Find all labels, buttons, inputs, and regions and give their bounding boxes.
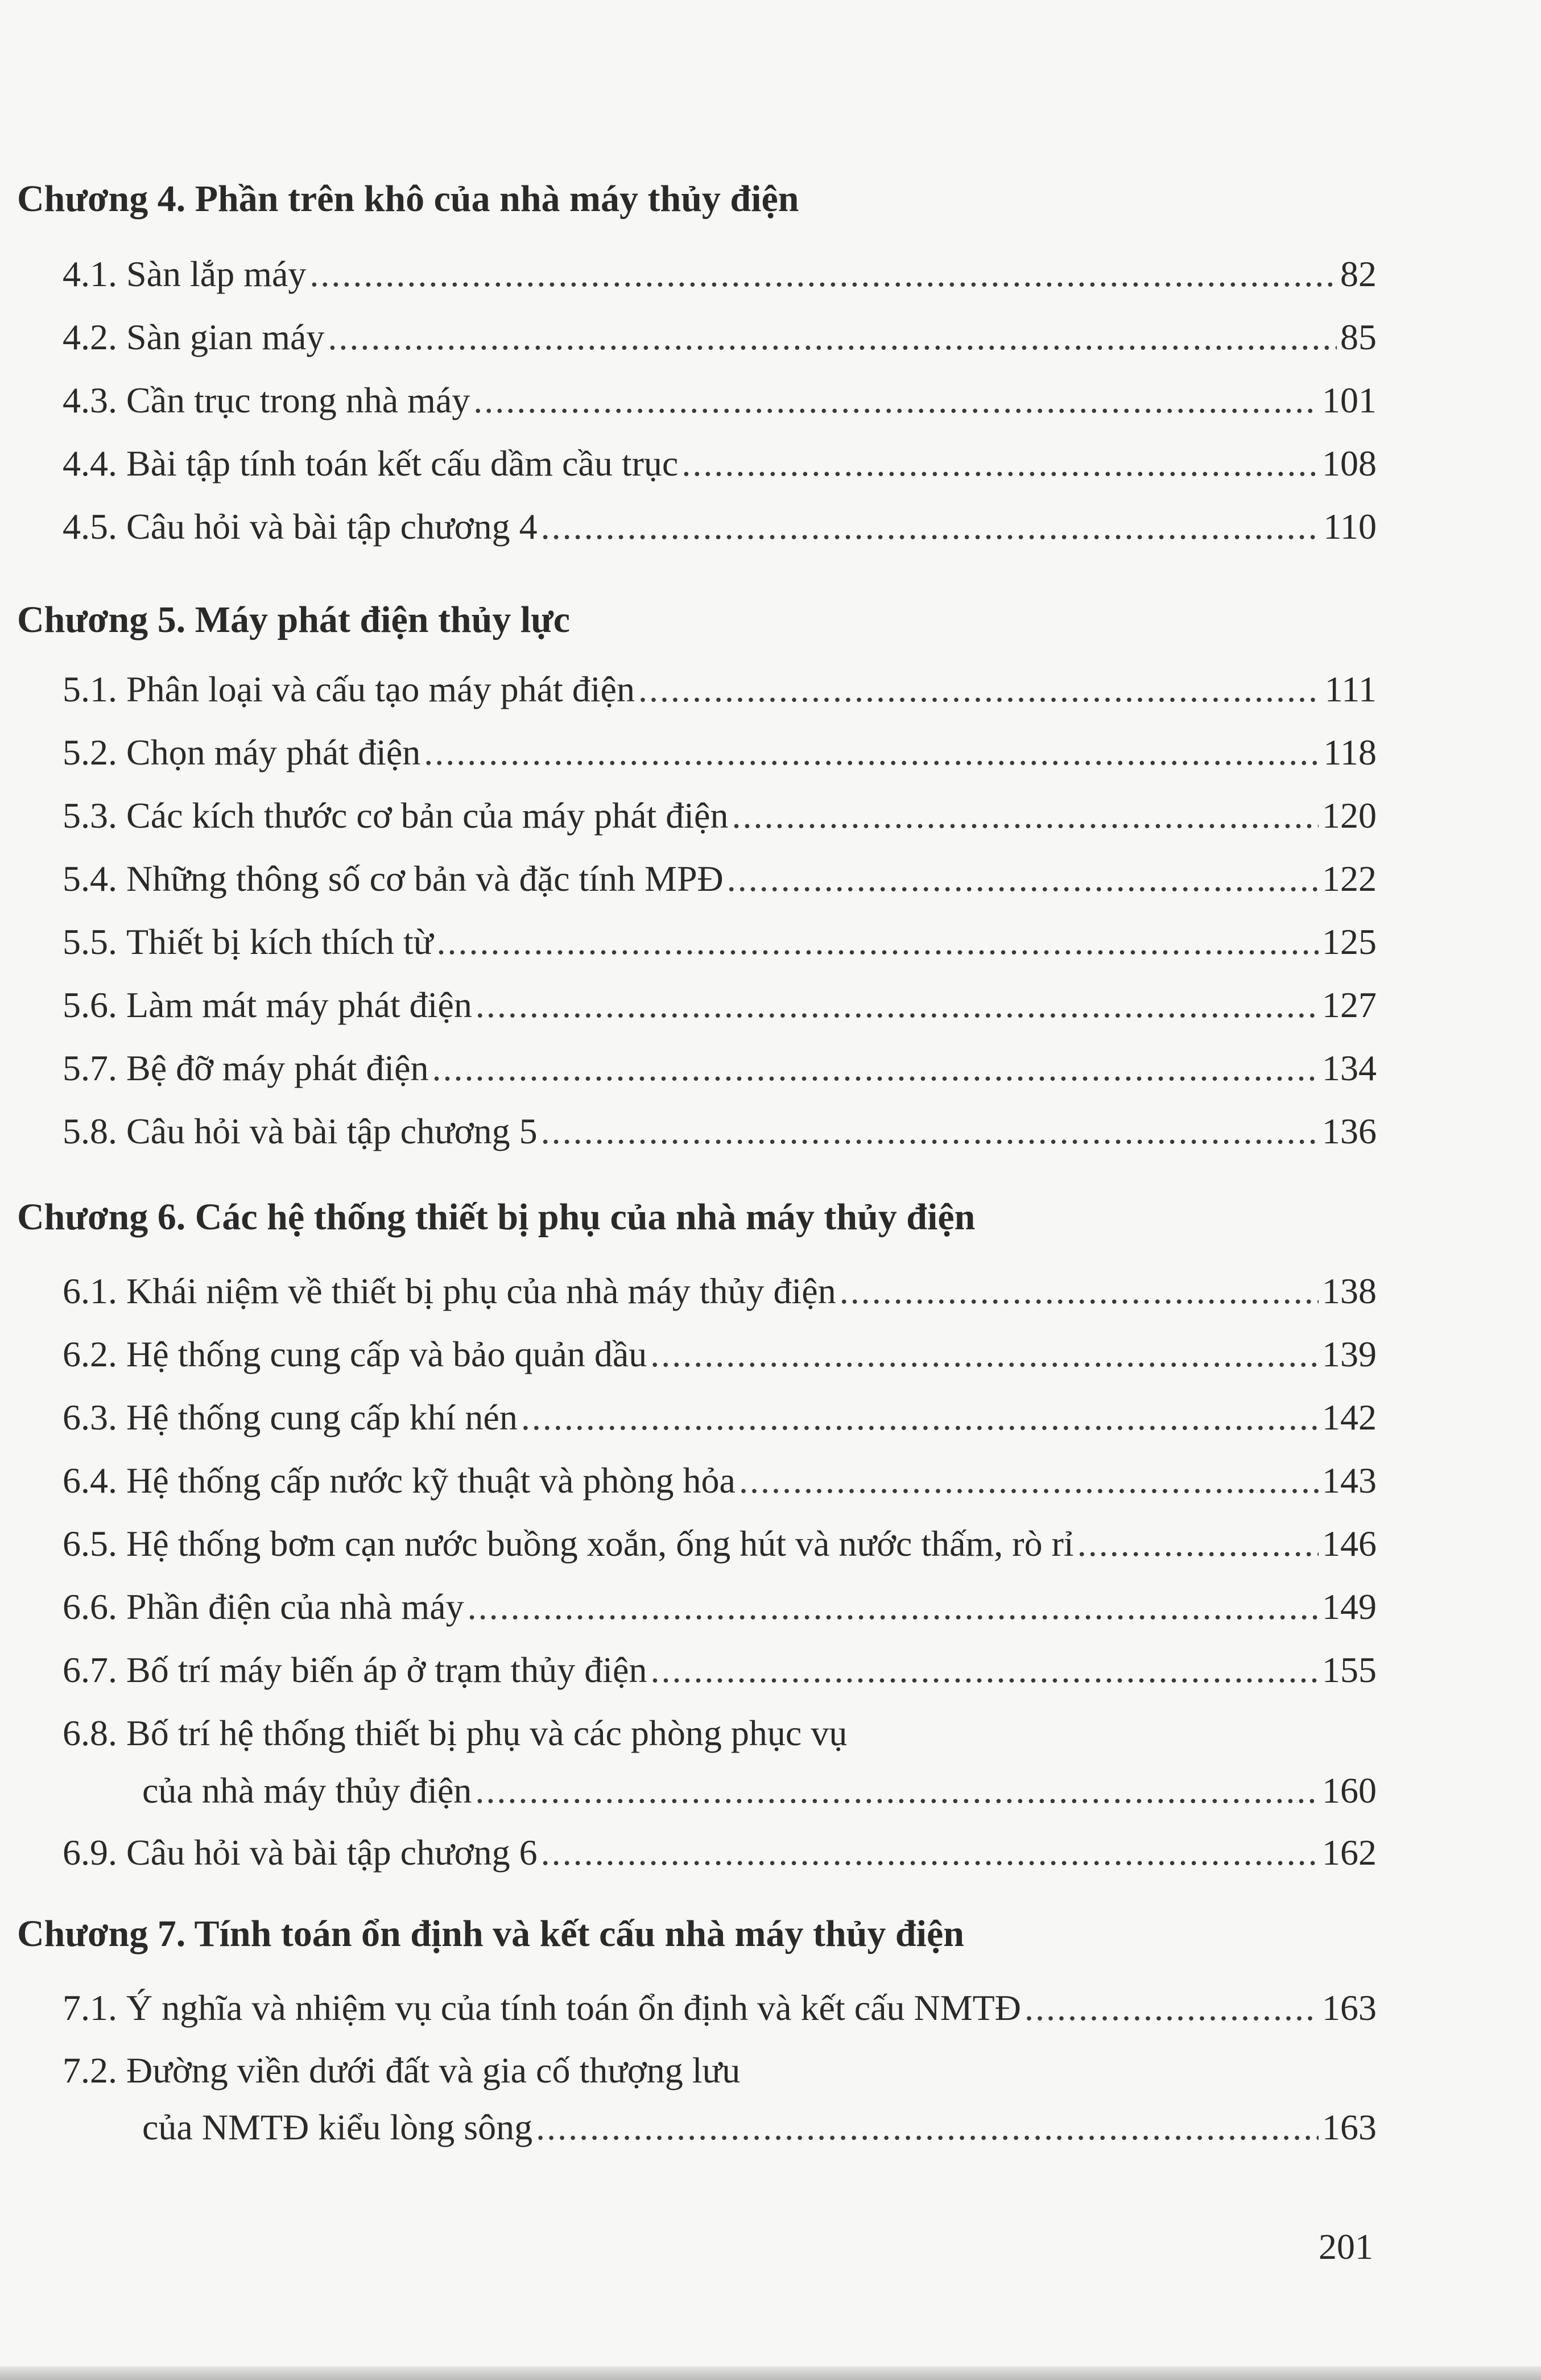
dot-leader <box>681 441 1319 486</box>
dot-leader <box>541 504 1320 549</box>
entry-page: 122 <box>1322 858 1377 899</box>
entry-number: 4.2. <box>63 317 117 357</box>
entry-number: 6.4. <box>63 1460 117 1501</box>
entry-title: Hệ thống bơm cạn nước buồng xoắn, ống hút và nước thấm, rò rỉ <box>126 1523 1074 1564</box>
toc-entry <box>63 1584 1377 1630</box>
entry-title-continued: của nhà máy thủy điện <box>142 1770 472 1811</box>
dot-leader <box>468 1584 1319 1630</box>
toc-entry <box>63 919 1377 965</box>
entry-page: 136 <box>1322 1111 1377 1151</box>
entry-title: Những thông số cơ bản và đặc tính MPĐ <box>126 858 724 899</box>
dot-leader <box>473 378 1319 423</box>
toc-entry-continuation <box>142 2105 1377 2150</box>
entry-page: 143 <box>1322 1460 1377 1501</box>
toc-entry <box>63 730 1377 775</box>
entry-title: Sàn gian máy <box>126 317 325 357</box>
dot-leader <box>1024 1985 1319 2031</box>
entry-page: 120 <box>1322 795 1377 836</box>
toc-entry <box>63 1332 1377 1377</box>
entry-page: 85 <box>1340 317 1377 357</box>
toc-entry <box>63 1521 1377 1567</box>
entry-page: 139 <box>1322 1334 1377 1374</box>
toc-entry <box>63 441 1377 486</box>
chapter-heading: Chương 4. Phần trên khô của nhà máy thủy điện <box>17 178 799 220</box>
dot-leader <box>638 667 1321 712</box>
entry-number: 7.2. <box>63 2050 117 2090</box>
dot-leader <box>727 856 1319 902</box>
entry-number: 5.1. <box>63 669 117 709</box>
entry-title: Đường viền dưới đất và gia cố thượng lưu <box>126 2050 741 2090</box>
entry-title: Bài tập tính toán kết cấu dầm cầu trục <box>126 443 679 484</box>
chapter-heading: Chương 6. Các hệ thống thiết bị phụ của nhà máy thủy điện <box>17 1196 976 1238</box>
dot-leader <box>521 1395 1319 1440</box>
entry-title: Làm mát máy phát điện <box>126 985 472 1025</box>
entry-page: 138 <box>1322 1271 1377 1311</box>
entry-page: 149 <box>1322 1586 1377 1627</box>
entry-number: 6.3. <box>63 1397 117 1437</box>
entry-number: 6.1. <box>63 1271 117 1311</box>
entry-number: 6.2. <box>63 1334 117 1374</box>
toc-entry <box>63 1268 1377 1314</box>
dot-leader <box>541 1830 1319 1875</box>
entry-number: 4.1. <box>63 254 117 294</box>
dot-leader <box>541 1109 1319 1154</box>
toc-entry-first-line <box>63 2048 740 2093</box>
entry-page: 163 <box>1322 1988 1377 2028</box>
entry-title: Phần điện của nhà máy <box>126 1586 464 1627</box>
toc-entry <box>63 1046 1377 1091</box>
entry-title: Hệ thống cung cấp khí nén <box>126 1397 518 1437</box>
entry-title: Bố trí hệ thống thiết bị phụ và các phòng phục vụ <box>126 1713 848 1753</box>
dot-leader <box>536 2105 1319 2150</box>
toc-entry <box>63 378 1377 423</box>
toc-entry <box>63 793 1377 838</box>
entry-number: 4.4. <box>63 443 117 484</box>
entry-title: Sàn lắp máy <box>126 254 307 294</box>
toc-entry <box>63 251 1377 297</box>
entry-number: 7.1. <box>63 1988 117 2028</box>
entry-title: Ý nghĩa và nhiệm vụ của tính toán ổn định và kết cấu NMTĐ <box>126 1988 1021 2028</box>
entry-title: Bệ đỡ máy phát điện <box>126 1048 429 1088</box>
entry-title: Hệ thống cung cấp và bảo quản dầu <box>126 1334 647 1374</box>
entry-page: 127 <box>1322 985 1377 1025</box>
entry-page: 155 <box>1322 1650 1377 1690</box>
dot-leader <box>650 1647 1319 1693</box>
toc-entry-continuation <box>142 1768 1377 1813</box>
entry-page: 111 <box>1324 669 1377 709</box>
entry-page: 82 <box>1340 254 1377 294</box>
entry-title: Chọn máy phát điện <box>126 732 421 772</box>
entry-page: 162 <box>1322 1832 1377 1873</box>
page-number: 201 <box>1319 2226 1373 2267</box>
entry-title: Các kích thước cơ bản của máy phát điện <box>126 795 729 836</box>
dot-leader <box>424 730 1320 775</box>
dot-leader <box>475 1768 1319 1813</box>
entry-title: Bố trí máy biến áp ở trạm thủy điện <box>126 1650 647 1690</box>
entry-number: 5.6. <box>63 985 117 1025</box>
entry-number: 4.5. <box>63 506 117 547</box>
toc-entry-first-line <box>63 1710 847 1756</box>
entry-page: 163 <box>1322 2107 1377 2147</box>
entry-number: 6.5. <box>63 1523 117 1564</box>
entry-number: 6.8. <box>63 1713 117 1753</box>
dot-leader <box>732 793 1319 838</box>
page-bottom-edge <box>0 2366 1541 2380</box>
entry-page: 118 <box>1323 732 1377 772</box>
entry-number: 5.5. <box>63 922 117 962</box>
toc-entry <box>63 1830 1377 1875</box>
entry-title: Cần trục trong nhà máy <box>126 380 470 420</box>
entry-number: 5.8. <box>63 1111 117 1151</box>
entry-title: Khái niệm về thiết bị phụ của nhà máy thủy điện <box>126 1271 836 1311</box>
entry-title: Phân loại và cấu tạo máy phát điện <box>126 669 635 709</box>
toc-entry <box>63 1647 1377 1693</box>
entry-title: Câu hỏi và bài tập chương 5 <box>126 1111 538 1151</box>
entry-title-continued: của NMTĐ kiểu lòng sông <box>142 2107 533 2147</box>
toc-entry <box>63 982 1377 1028</box>
entry-page: 134 <box>1322 1048 1377 1088</box>
toc-entry <box>63 856 1377 902</box>
entry-number: 5.4. <box>63 858 117 899</box>
toc-entry <box>63 315 1377 360</box>
entry-number: 6.9. <box>63 1832 117 1873</box>
entry-number: 4.3. <box>63 380 117 420</box>
entry-title: Hệ thống cấp nước kỹ thuật và phòng hỏa <box>126 1460 736 1501</box>
entry-title: Câu hỏi và bài tập chương 4 <box>126 506 538 547</box>
dot-leader <box>476 982 1319 1028</box>
dot-leader <box>1077 1521 1319 1567</box>
entry-number: 5.3. <box>63 795 117 836</box>
toc-entry <box>63 1458 1377 1503</box>
entry-title: Thiết bị kích thích từ <box>126 922 433 962</box>
entry-number: 5.7. <box>63 1048 117 1088</box>
entry-page: 110 <box>1323 506 1377 547</box>
toc-entry <box>63 1109 1377 1154</box>
chapter-heading: Chương 5. Máy phát điện thủy lực <box>17 599 571 641</box>
dot-leader <box>436 919 1319 965</box>
entry-page: 108 <box>1322 443 1377 484</box>
dot-leader <box>840 1268 1319 1314</box>
dot-leader <box>328 315 1337 360</box>
toc-entry <box>63 1395 1377 1440</box>
toc-entry <box>63 667 1377 712</box>
toc-entry <box>63 1985 1377 2031</box>
chapter-heading: Chương 7. Tính toán ổn định và kết cấu nhà máy thủy điện <box>17 1913 964 1955</box>
entry-number: 6.7. <box>63 1650 117 1690</box>
dot-leader <box>309 251 1337 297</box>
entry-number: 6.6. <box>63 1586 117 1627</box>
dot-leader <box>650 1332 1319 1377</box>
dot-leader <box>432 1046 1319 1091</box>
entry-page: 125 <box>1322 922 1377 962</box>
toc-entry <box>63 504 1377 549</box>
entry-title: Câu hỏi và bài tập chương 6 <box>126 1832 538 1873</box>
entry-page: 142 <box>1322 1397 1377 1437</box>
entry-number: 5.2. <box>63 732 117 772</box>
entry-page: 146 <box>1322 1523 1377 1564</box>
dot-leader <box>739 1458 1319 1503</box>
entry-page: 160 <box>1322 1770 1377 1811</box>
entry-page: 101 <box>1322 380 1377 420</box>
